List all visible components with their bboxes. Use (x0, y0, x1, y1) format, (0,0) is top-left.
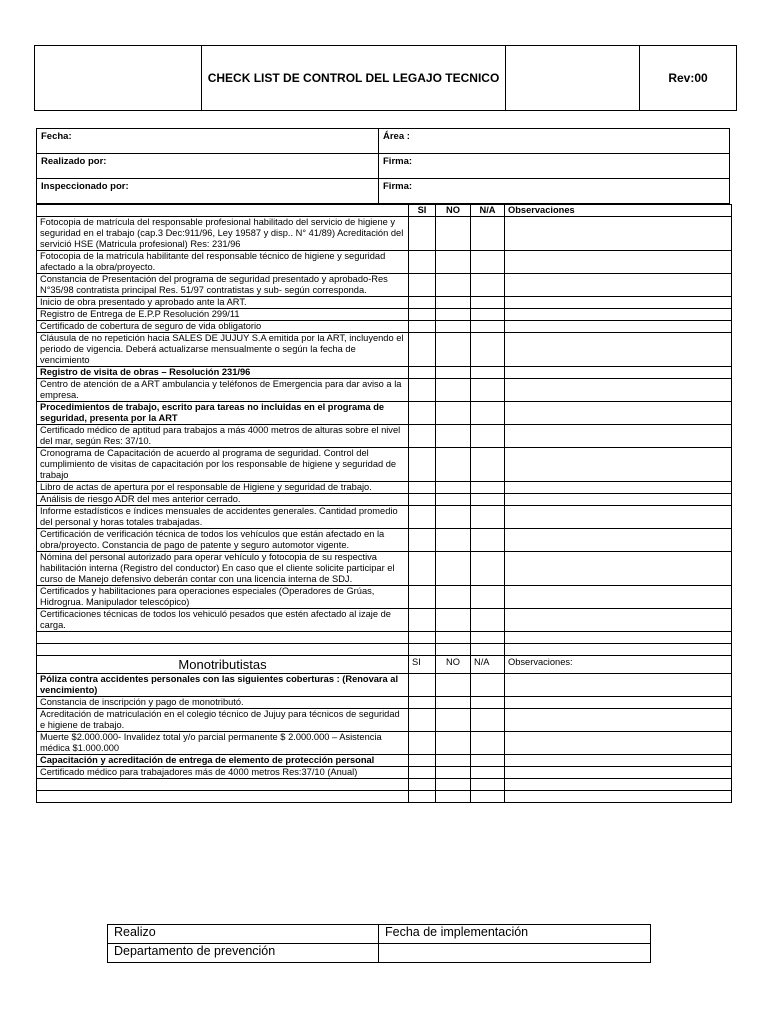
checklist-item-row (37, 379, 732, 402)
checklist-item-row (37, 402, 732, 425)
na-cell (471, 529, 505, 552)
si-cell (409, 609, 436, 632)
na-cell (471, 274, 505, 297)
na-cell (471, 402, 505, 425)
no-cell (436, 506, 471, 529)
na-cell (471, 697, 505, 709)
si-cell (409, 309, 436, 321)
empty-cell (471, 791, 505, 803)
checklist-item-row (37, 674, 732, 697)
si-cell (409, 709, 436, 732)
no-cell (436, 609, 471, 632)
no-cell (436, 379, 471, 402)
si-cell (409, 697, 436, 709)
no-cell (436, 586, 471, 609)
observaciones-cell (505, 709, 732, 732)
na-cell (471, 732, 505, 755)
header-blank-cell (506, 46, 640, 111)
no-cell (436, 425, 471, 448)
no-cell (436, 309, 471, 321)
footer-table (107, 924, 651, 963)
na-cell (471, 448, 505, 482)
empty-cell (436, 632, 471, 644)
checklist-item-row (37, 494, 732, 506)
empty-cell (37, 644, 409, 656)
observaciones-cell (505, 494, 732, 506)
no-cell (436, 552, 471, 586)
na-cell (471, 333, 505, 367)
checklist-item-text: Certificado médico para trabajadores más de 4000 metros Res:37/10 (Anual) (37, 767, 409, 779)
na-cell (471, 709, 505, 732)
no-cell (436, 482, 471, 494)
checklist-item-text: Inicio de obra presentado y aprobado ante la ART. (37, 297, 409, 309)
checklist-item-row (37, 586, 732, 609)
si-cell (409, 674, 436, 697)
na-cell (471, 586, 505, 609)
na-cell (471, 482, 505, 494)
checklist-item-text: Centro de atención de a ART ambulancia y teléfonos de Emergencia para dar aviso a la empresa. (37, 379, 409, 402)
checklist-item-text: Capacitación y acreditación de entrega de elemento de protección personal (37, 755, 409, 767)
checklist-item-text: Informe estadísticos e índices mensuales de accidentes generales. Cantidad promedio del personal y horas totales trabajadas. (37, 506, 409, 529)
checklist-item-row (37, 767, 732, 779)
checklist-item-text: Certificación de verificación técnica de todos los vehículos que están afectado en la obra/proyecto. Constancia de pago de patente y seguro automotor vigente. (37, 529, 409, 552)
no-cell (436, 333, 471, 367)
inspeccionado-field: Inspeccionado por: (37, 179, 379, 204)
no-cell (436, 321, 471, 333)
na-cell (471, 297, 505, 309)
realizado-field: Realizado por: (37, 154, 379, 179)
empty-cell (505, 644, 732, 656)
description-header (37, 205, 409, 217)
checklist-item-text: Cláusula de no repetición hacia SALES DE JUJUY S.A emitida por la ART, incluyendo el periodo de vigencia. Deberá actualizarse mensualmente o según la fecha de vencimiento (37, 333, 409, 367)
checklist-item-text: Nómina del personal autorizado para operar vehículo y fotocopia de su respectiva habilitación interna (Registro del conductor) En caso que el cliente solicite participar el curso de Manejo defensivo deberán contar con una licencia interna de SDJ. (37, 552, 409, 586)
na-cell (471, 674, 505, 697)
empty-cell (436, 644, 471, 656)
checklist-item-row (37, 367, 732, 379)
observaciones-cell (505, 448, 732, 482)
col-si-header: SI (409, 656, 436, 674)
na-cell (471, 217, 505, 251)
checklist-item-row (37, 482, 732, 494)
section-title: Monotributistas (37, 656, 409, 674)
observaciones-cell (505, 552, 732, 586)
observaciones-cell (505, 425, 732, 448)
checklist-item-row (37, 552, 732, 586)
observaciones-cell (505, 367, 732, 379)
si-cell (409, 379, 436, 402)
na-cell (471, 309, 505, 321)
no-cell (436, 494, 471, 506)
no-cell (436, 709, 471, 732)
no-cell (436, 767, 471, 779)
observaciones-cell (505, 379, 732, 402)
document-title: CHECK LIST DE CONTROL DEL LEGAJO TECNICO (202, 46, 506, 111)
empty-cell (436, 779, 471, 791)
col-no-header: NO (436, 656, 471, 674)
observaciones-cell (505, 697, 732, 709)
no-cell (436, 529, 471, 552)
observaciones-cell (505, 251, 732, 274)
empty-cell (471, 632, 505, 644)
si-cell (409, 482, 436, 494)
empty-cell (409, 644, 436, 656)
na-cell (471, 506, 505, 529)
checklist-header-row (37, 205, 732, 217)
logo-cell (35, 46, 202, 111)
empty-cell (409, 779, 436, 791)
si-cell (409, 586, 436, 609)
no-cell (436, 448, 471, 482)
empty-row (37, 644, 732, 656)
col-observaciones-header: Observaciones: (505, 656, 732, 674)
na-cell (471, 321, 505, 333)
si-cell (409, 448, 436, 482)
empty-cell (505, 632, 732, 644)
col-na-header: N/A (471, 656, 505, 674)
header-table (34, 45, 737, 111)
col-na-header: N/A (471, 205, 505, 217)
col-observaciones-header: Observaciones (505, 205, 732, 217)
checklist-item-text: Constancia de inscripción y pago de monotributó. (37, 697, 409, 709)
empty-cell (471, 644, 505, 656)
checklist-item-text: Certificado de cobertura de seguro de vida obligatorio (37, 321, 409, 333)
observaciones-cell (505, 217, 732, 251)
empty-cell (409, 632, 436, 644)
checklist-item-text: Registro de Entrega de E.P.P Resolución 299/11 (37, 309, 409, 321)
checklist-item-row (37, 506, 732, 529)
col-no-header: NO (436, 205, 471, 217)
checklist-item-text: Fotocopia de matrícula del responsable profesional habilitado del servicio de higiene y seguridad en el trabajo (cap.3 Dec:911/96, Ley 19587 y disp.. N° 41/89) Acreditación del servició HSE (Matricula profesional) Res: 231/96 (37, 217, 409, 251)
footer-blank-cell (379, 944, 651, 963)
observaciones-cell (505, 309, 732, 321)
no-cell (436, 274, 471, 297)
empty-cell (37, 779, 409, 791)
observaciones-cell (505, 529, 732, 552)
si-cell (409, 367, 436, 379)
checklist-item-row (37, 321, 732, 333)
checklist-item-row (37, 709, 732, 732)
monotributistas-header-row (37, 656, 732, 674)
checklist-item-text: Acreditación de matriculación en el colegio técnico de Jujuy para técnicos de seguridad e higiene de trabajo. (37, 709, 409, 732)
si-cell (409, 402, 436, 425)
na-cell (471, 425, 505, 448)
checklist-item-text: Certificaciones técnicas de todos los vehiculó pesados que estén afectado al izaje de carga. (37, 609, 409, 632)
revision-label: Rev:00 (640, 46, 737, 111)
departamento-cell: Departamento de prevención (108, 944, 379, 963)
empty-cell (37, 632, 409, 644)
checklist-item-row (37, 274, 732, 297)
area-field: Área : (379, 129, 730, 154)
observaciones-cell (505, 274, 732, 297)
si-cell (409, 217, 436, 251)
checklist-table (36, 204, 732, 803)
na-cell (471, 494, 505, 506)
no-cell (436, 402, 471, 425)
checklist-item-text: Póliza contra accidentes personales con las siguientes coberturas : (Renovara al vencimiento) (37, 674, 409, 697)
observaciones-cell (505, 482, 732, 494)
no-cell (436, 697, 471, 709)
empty-cell (505, 791, 732, 803)
checklist-item-text: Fotocopia de la matricula habilitante del responsable técnico de higiene y seguridad afectado a la obra/proyecto. (37, 251, 409, 274)
si-cell (409, 321, 436, 333)
si-cell (409, 425, 436, 448)
empty-row (37, 791, 732, 803)
observaciones-cell (505, 297, 732, 309)
observaciones-cell (505, 506, 732, 529)
empty-cell (505, 779, 732, 791)
empty-cell (471, 779, 505, 791)
empty-row (37, 779, 732, 791)
empty-cell (37, 791, 409, 803)
na-cell (471, 755, 505, 767)
checklist-item-row (37, 333, 732, 367)
no-cell (436, 732, 471, 755)
observaciones-cell (505, 586, 732, 609)
observaciones-cell (505, 402, 732, 425)
checklist-item-row (37, 755, 732, 767)
checklist-item-row (37, 297, 732, 309)
firma-field-2: Firma: (379, 179, 730, 204)
na-cell (471, 609, 505, 632)
checklist-item-text: Muerte $2.000.000- Invalidez total y/o parcial permanente $ 2.000.000 – Asistencia médica $1.000.000 (37, 732, 409, 755)
no-cell (436, 217, 471, 251)
na-cell (471, 251, 505, 274)
firma-field-1: Firma: (379, 154, 730, 179)
si-cell (409, 767, 436, 779)
checklist-item-row (37, 697, 732, 709)
fecha-implementacion-cell: Fecha de implementación (379, 925, 651, 944)
col-si-header: SI (409, 205, 436, 217)
checklist-item-text: Procedimientos de trabajo, escrito para tareas no incluidas en el programa de seguridad, presenta por la ART (37, 402, 409, 425)
si-cell (409, 506, 436, 529)
observaciones-cell (505, 321, 732, 333)
no-cell (436, 755, 471, 767)
checklist-item-text: Constancia de Presentación del programa de seguridad presentado y aprobado-Res N°35/98 contratista principal Res. 51/97 contratistas y sub- según corresponda. (37, 274, 409, 297)
checklist-item-row (37, 448, 732, 482)
checklist-item-row (37, 732, 732, 755)
fecha-field: Fecha: (37, 129, 379, 154)
na-cell (471, 367, 505, 379)
info-table (36, 128, 730, 204)
checklist-item-row (37, 529, 732, 552)
checklist-item-row (37, 309, 732, 321)
checklist-item-text: Registro de visita de obras – Resolución 231/96 (37, 367, 409, 379)
checklist-item-text: Cronograma de Capacitación de acuerdo al programa de seguridad. Control del cumplimiento de visitas de capacitación por los responsable de higiene y seguridad de trabajo (37, 448, 409, 482)
observaciones-cell (505, 732, 732, 755)
empty-cell (436, 791, 471, 803)
no-cell (436, 251, 471, 274)
checklist-item-row (37, 425, 732, 448)
no-cell (436, 674, 471, 697)
empty-row (37, 632, 732, 644)
na-cell (471, 552, 505, 586)
si-cell (409, 529, 436, 552)
si-cell (409, 274, 436, 297)
si-cell (409, 297, 436, 309)
observaciones-cell (505, 674, 732, 697)
si-cell (409, 251, 436, 274)
na-cell (471, 767, 505, 779)
no-cell (436, 367, 471, 379)
na-cell (471, 379, 505, 402)
checklist-item-row (37, 251, 732, 274)
no-cell (436, 297, 471, 309)
realizo-cell: Realizo (108, 925, 379, 944)
checklist-item-text: Análisis de riesgo ADR del mes anterior cerrado. (37, 494, 409, 506)
si-cell (409, 552, 436, 586)
si-cell (409, 732, 436, 755)
checklist-item-text: Certificados y habilitaciones para operaciones especiales (Operadores de Grúas, Hidrogrua. Manipulador telescópico) (37, 586, 409, 609)
observaciones-cell (505, 755, 732, 767)
si-cell (409, 333, 436, 367)
si-cell (409, 755, 436, 767)
observaciones-cell (505, 767, 732, 779)
empty-cell (409, 791, 436, 803)
checklist-item-text: Libro de actas de apertura por el responsable de Higiene y seguridad de trabajo. (37, 482, 409, 494)
checklist-item-row (37, 217, 732, 251)
observaciones-cell (505, 609, 732, 632)
checklist-item-text: Certificado médico de aptitud para trabajos a más 4000 metros de alturas sobre el nivel del mar, según Res: 37/10. (37, 425, 409, 448)
checklist-item-row (37, 609, 732, 632)
checklist-body (37, 205, 732, 803)
si-cell (409, 494, 436, 506)
observaciones-cell (505, 333, 732, 367)
